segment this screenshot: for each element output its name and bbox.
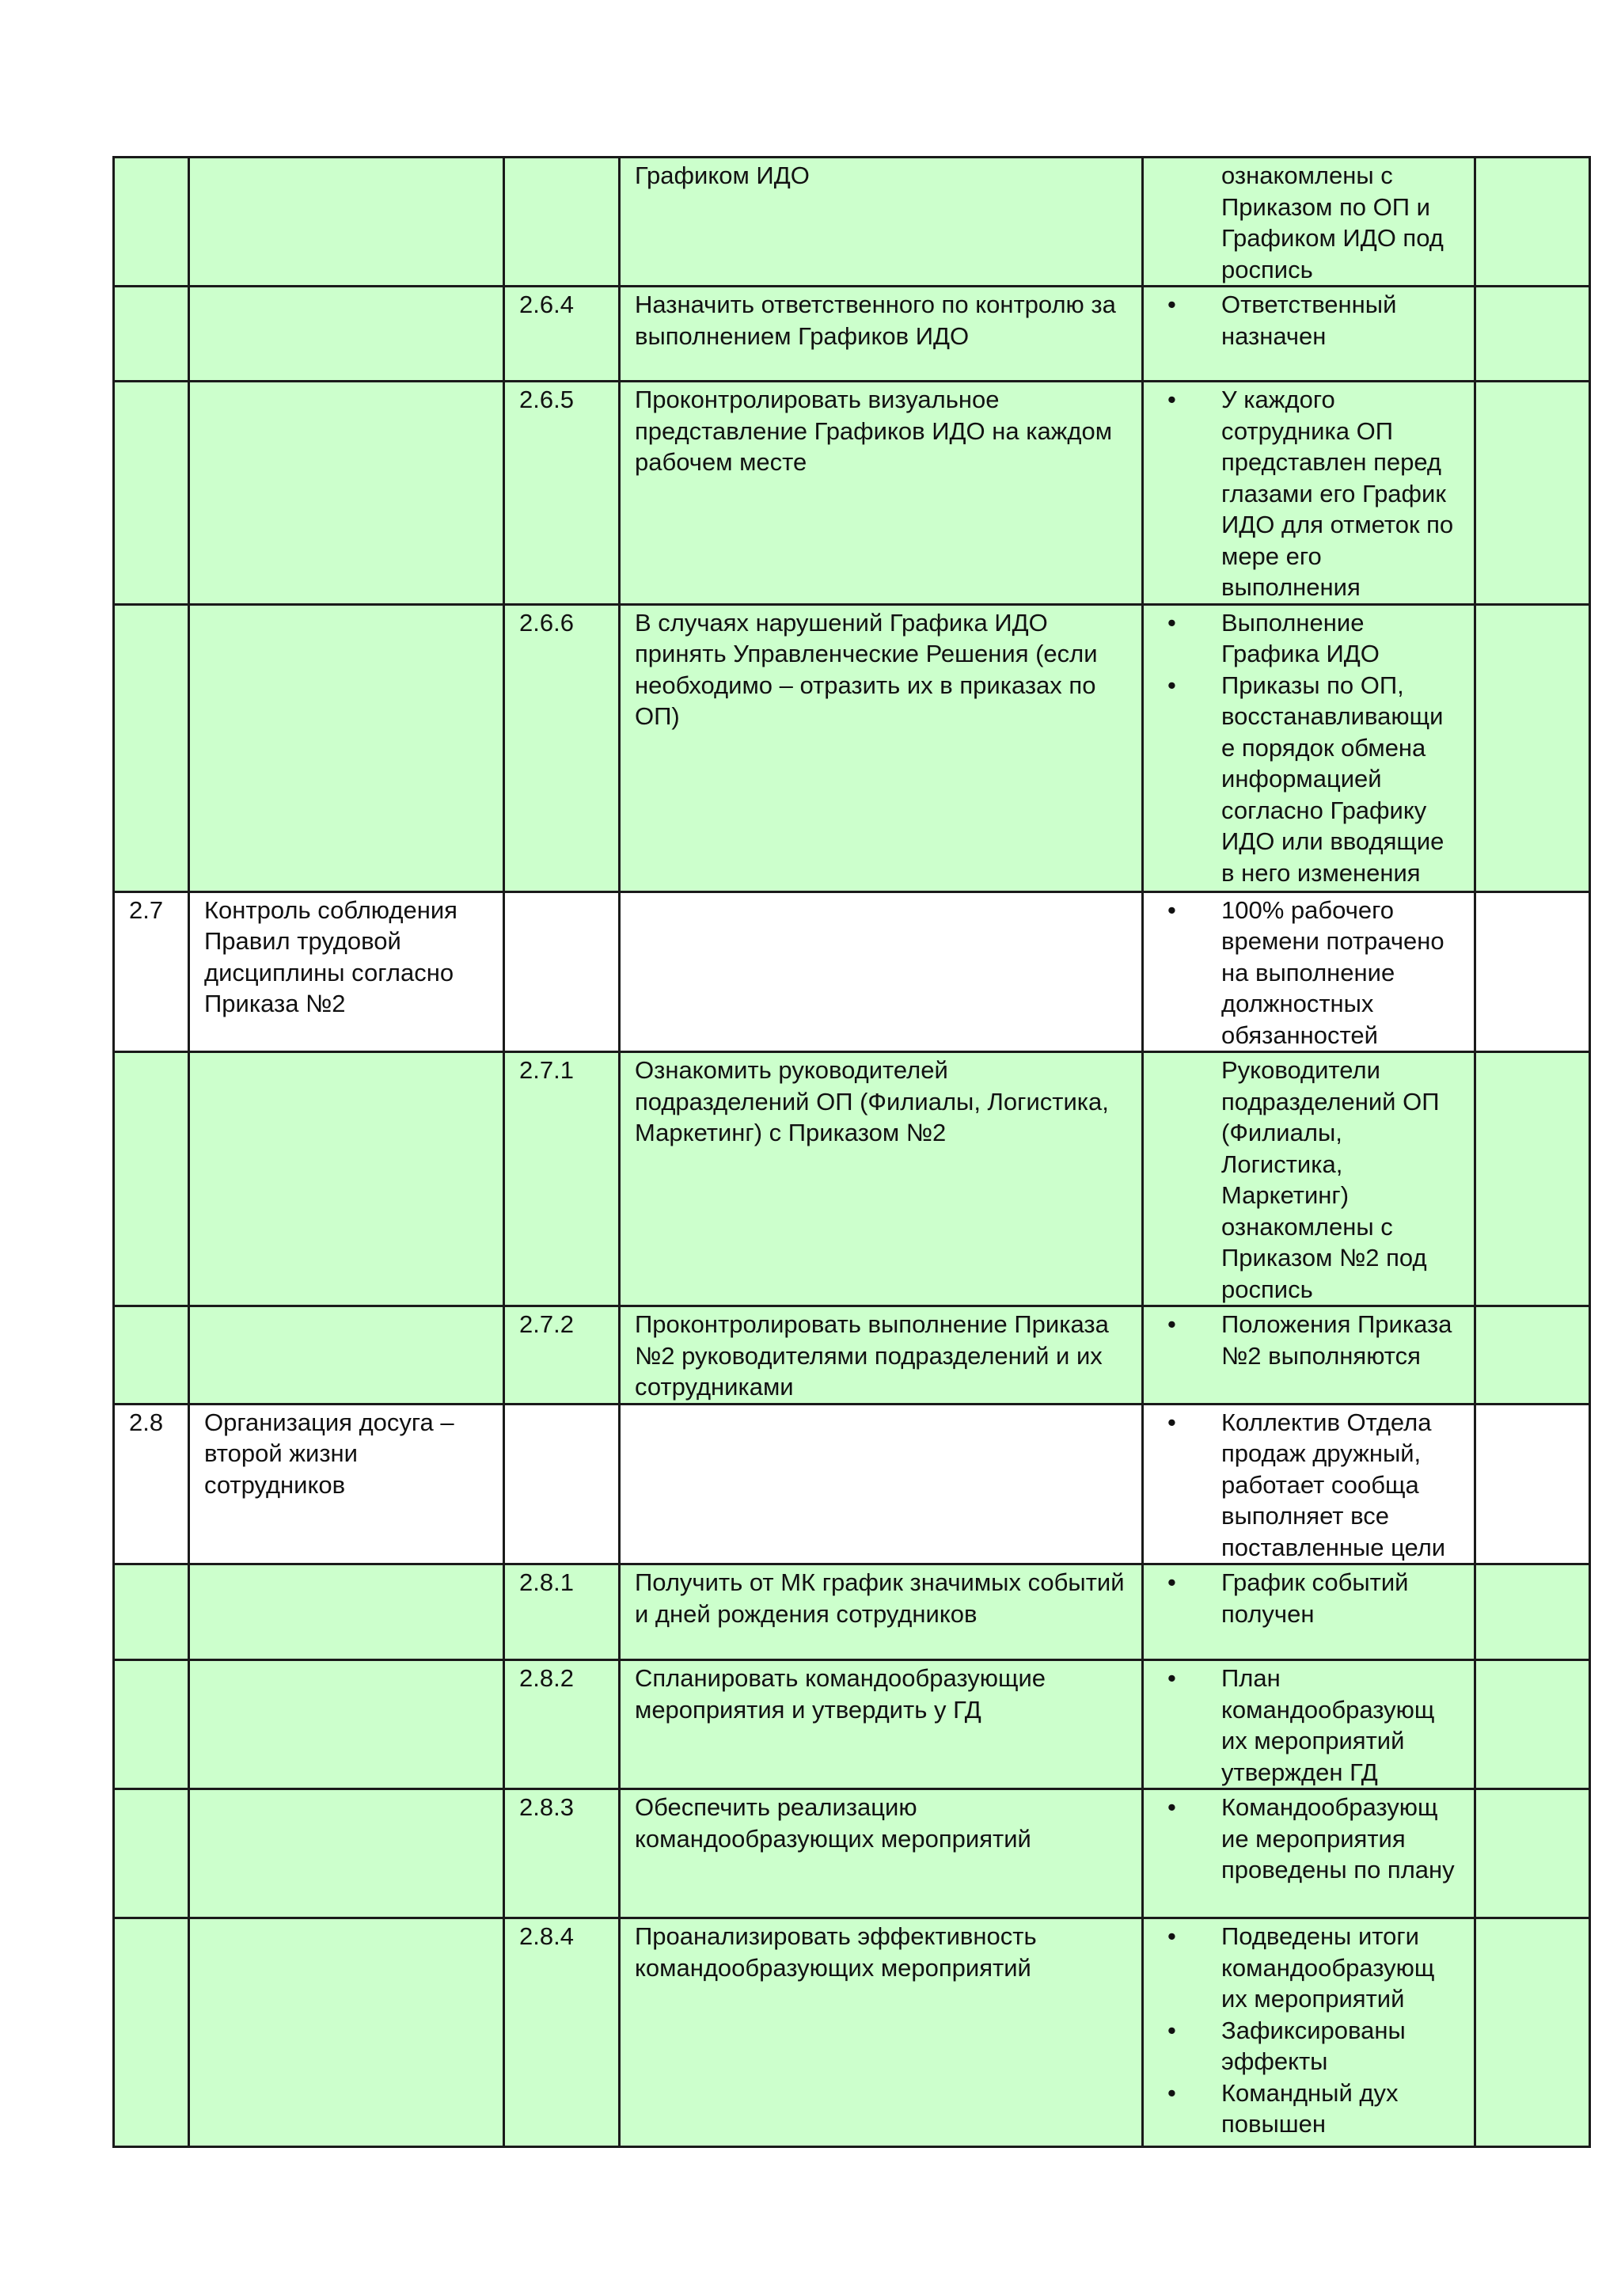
task-cell-text: Спланировать командообразующие мероприятия и утвердить у ГД	[635, 1664, 1046, 1724]
subitem-number-cell-text: 2.8.2	[519, 1664, 574, 1692]
task-cell	[620, 1564, 1143, 1660]
task-cell	[620, 1918, 1143, 2147]
subitem-number-cell	[504, 1660, 620, 1789]
item-number-cell	[114, 287, 189, 382]
subitem-number-cell-text: 2.8.1	[519, 1568, 574, 1596]
item-name-cell	[189, 604, 504, 891]
task-cell	[620, 1404, 1143, 1564]
result-list	[1158, 1663, 1460, 1788]
item-name-cell-text: Организация досуга – второй жизни сотрудников	[204, 1408, 454, 1499]
item-number-cell	[114, 1404, 189, 1564]
item-number-cell-text: 2.7	[129, 895, 164, 924]
task-cell	[620, 158, 1143, 287]
item-number-cell	[114, 604, 189, 891]
item-name-cell	[189, 158, 504, 287]
result-cell	[1143, 891, 1475, 1052]
table-row	[114, 158, 1590, 287]
subitem-number-cell	[504, 158, 620, 287]
item-name-cell	[189, 287, 504, 382]
task-cell	[620, 382, 1143, 605]
table-row	[114, 604, 1590, 891]
item-number-cell	[114, 1052, 189, 1306]
result-cell	[1143, 604, 1475, 891]
result-cell	[1143, 1306, 1475, 1405]
result-item: • Коллектив Отдела продаж дружный, работает сообща выполняет все поставленные цели	[1158, 1407, 1460, 1564]
task-cell-text: Проанализировать эффективность командообразующих мероприятий	[635, 1922, 1037, 1982]
result-cell	[1143, 287, 1475, 382]
subitem-number-cell	[504, 1404, 620, 1564]
task-cell-text: Ознакомить руководителей подразделений ОП (Филиалы, Логистика, Маркетинг) с Приказом №2	[635, 1056, 1109, 1146]
subitem-number-cell	[504, 287, 620, 382]
item-name-cell	[189, 1052, 504, 1306]
result-item: • Положения Приказа №2 выполняются	[1158, 1309, 1460, 1371]
result-list	[1158, 160, 1460, 285]
notes-cell	[1475, 891, 1590, 1052]
result-cell	[1143, 1052, 1475, 1306]
task-cell	[620, 1660, 1143, 1789]
notes-cell	[1475, 382, 1590, 605]
notes-cell	[1475, 1404, 1590, 1564]
task-cell-text: Проконтролировать выполнение Приказа №2 руководителями подразделений и их сотрудниками	[635, 1310, 1109, 1401]
subitem-number-cell-text: 2.8.4	[519, 1922, 574, 1950]
table-row	[114, 382, 1590, 605]
table-row	[114, 1564, 1590, 1660]
result-list	[1158, 289, 1460, 352]
task-cell-text: Обеспечить реализацию командообразующих мероприятий	[635, 1793, 1031, 1853]
result-list	[1158, 895, 1460, 1051]
notes-cell	[1475, 1660, 1590, 1789]
item-number-cell	[114, 382, 189, 605]
result-item: ознакомлены с Приказом по ОП и Графиком ИДО под роспись	[1221, 162, 1444, 283]
task-cell-text: Получить от МК график значимых событий и дней рождения сотрудников	[635, 1568, 1125, 1628]
table-row	[114, 1404, 1590, 1564]
table-row	[114, 1918, 1590, 2147]
task-cell-text: Проконтролировать визуальное представление Графиков ИДО на каждом рабочем месте	[635, 386, 1113, 476]
item-name-cell	[189, 1404, 504, 1564]
task-cell-text: В случаях нарушений Графика ИДО принять Управленческие Решения (если необходимо – отразить их в приказах по ОП)	[635, 608, 1098, 730]
subitem-number-cell-text: 2.6.5	[519, 386, 574, 413]
task-cell	[620, 1789, 1143, 1918]
result-item: • Ответственный назначен	[1158, 289, 1460, 352]
result-item: • 100% рабочего времени потрачено на выполнение должностных обязанностей	[1158, 895, 1460, 1051]
item-number-cell-text: 2.8	[129, 1408, 164, 1436]
result-item: • Командный дух повышен	[1158, 2077, 1460, 2140]
result-cell	[1143, 382, 1475, 605]
item-number-cell	[114, 1306, 189, 1405]
table-row	[114, 1052, 1590, 1306]
result-item: • Зафиксированы эффекты	[1158, 2015, 1460, 2077]
result-item: • У каждого сотрудника ОП представлен перед глазами его График ИДО для отметок по мере его выполнения	[1158, 384, 1460, 603]
subitem-number-cell-text: 2.7.2	[519, 1310, 574, 1338]
subitem-number-cell	[504, 891, 620, 1052]
table-row	[114, 1306, 1590, 1405]
subitem-number-cell	[504, 1306, 620, 1405]
result-list	[1158, 1921, 1460, 2140]
subitem-number-cell	[504, 382, 620, 605]
result-item: • Подведены итоги командообразующ их мероприятий	[1158, 1921, 1460, 2015]
result-cell	[1143, 1660, 1475, 1789]
item-name-cell	[189, 1660, 504, 1789]
item-number-cell	[114, 1564, 189, 1660]
result-list	[1158, 1309, 1460, 1371]
table-row	[114, 287, 1590, 382]
result-list	[1158, 384, 1460, 603]
item-number-cell	[114, 158, 189, 287]
result-cell	[1143, 1918, 1475, 2147]
notes-cell	[1475, 604, 1590, 891]
result-cell	[1143, 158, 1475, 287]
task-cell	[620, 287, 1143, 382]
item-number-cell	[114, 1918, 189, 2147]
task-cell-text: Графиком ИДО	[635, 162, 810, 189]
subitem-number-cell-text: 2.6.4	[519, 291, 574, 318]
subitem-number-cell	[504, 1789, 620, 1918]
result-cell	[1143, 1404, 1475, 1564]
notes-cell	[1475, 158, 1590, 287]
task-cell	[620, 604, 1143, 891]
result-item: • График событий получен	[1158, 1567, 1460, 1629]
result-list	[1158, 1055, 1460, 1305]
task-cell	[620, 1052, 1143, 1306]
subitem-number-cell-text: 2.7.1	[519, 1056, 574, 1084]
task-cell	[620, 1306, 1143, 1405]
result-list	[1158, 1407, 1460, 1564]
task-cell	[620, 891, 1143, 1052]
notes-cell	[1475, 1306, 1590, 1405]
result-item: Руководители подразделений ОП (Филиалы, Логистика, Маркетинг) ознакомлены с Приказом №2 под роспись	[1221, 1056, 1440, 1303]
item-name-cell	[189, 891, 504, 1052]
result-list	[1158, 1567, 1460, 1629]
action-plan-table	[112, 156, 1591, 2148]
result-cell	[1143, 1789, 1475, 1918]
result-item: • План командообразующ их мероприятий утвержден ГД	[1158, 1663, 1460, 1788]
action-plan-body	[114, 158, 1590, 2147]
table-row	[114, 1660, 1590, 1789]
item-number-cell	[114, 1660, 189, 1789]
subitem-number-cell	[504, 1564, 620, 1660]
result-cell	[1143, 1564, 1475, 1660]
task-cell-text: Назначить ответственного по контролю за выполнением Графиков ИДО	[635, 291, 1116, 350]
subitem-number-cell-text: 2.8.3	[519, 1793, 574, 1821]
result-item: • Выполнение Графика ИДО	[1158, 607, 1460, 670]
subitem-number-cell	[504, 604, 620, 891]
notes-cell	[1475, 287, 1590, 382]
item-name-cell	[189, 1564, 504, 1660]
notes-cell	[1475, 1052, 1590, 1306]
item-number-cell	[114, 1789, 189, 1918]
item-name-cell	[189, 382, 504, 605]
result-list	[1158, 607, 1460, 889]
item-number-cell	[114, 891, 189, 1052]
subitem-number-cell-text: 2.6.6	[519, 608, 574, 637]
notes-cell	[1475, 1564, 1590, 1660]
table-row	[114, 1789, 1590, 1918]
subitem-number-cell	[504, 1918, 620, 2147]
notes-cell	[1475, 1918, 1590, 2147]
result-list	[1158, 1792, 1460, 1886]
item-name-cell	[189, 1918, 504, 2147]
item-name-cell	[189, 1306, 504, 1405]
table-row	[114, 891, 1590, 1052]
subitem-number-cell	[504, 1052, 620, 1306]
result-item: • Командообразующ ие мероприятия проведены по плану	[1158, 1792, 1460, 1886]
notes-cell	[1475, 1789, 1590, 1918]
item-name-cell-text: Контроль соблюдения Правил трудовой дисциплины согласно Приказа №2	[204, 895, 457, 1017]
result-item: • Приказы по ОП, восстанавливающи е порядок обмена информацией согласно Графику ИДО или вводящие в него изменения	[1158, 670, 1460, 889]
item-name-cell	[189, 1789, 504, 1918]
